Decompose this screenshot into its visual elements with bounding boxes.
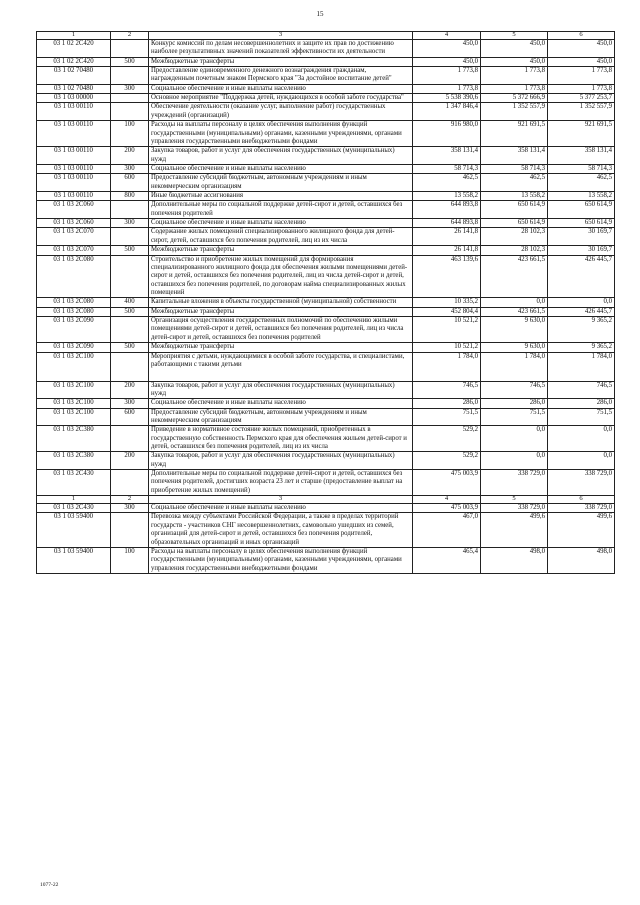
table-row [37, 381, 615, 399]
row-code: 03 1 03 2С380 [37, 452, 111, 470]
column-header: 6 [548, 32, 615, 40]
row-value-2025: 9 365,2 [548, 317, 615, 343]
row-expense-type [111, 470, 149, 496]
row-expense-type: 500 [111, 246, 149, 255]
row-value-2025: 58 714,3 [548, 164, 615, 173]
row-value-2024: 498,0 [481, 547, 548, 573]
row-expense-type: 100 [111, 547, 149, 573]
row-value-2024: 746,5 [481, 381, 548, 399]
row-value-2024: 28 102,3 [481, 246, 548, 255]
row-code: 03 1 03 2С090 [37, 343, 111, 352]
row-code: 03 1 03 00110 [37, 192, 111, 201]
row-name: Иные бюджетные ассигнования [149, 192, 413, 201]
row-value-2023: 916 980,0 [413, 121, 481, 147]
row-code: 03 1 02 2С420 [37, 57, 111, 66]
row-value-2023: 463 139,6 [413, 255, 481, 298]
row-expense-type [111, 513, 149, 547]
row-expense-type: 800 [111, 192, 149, 201]
row-value-2023: 450,0 [413, 57, 481, 66]
table-row [37, 307, 615, 316]
row-value-2023: 529,2 [413, 426, 481, 452]
row-expense-type: 500 [111, 307, 149, 316]
row-code: 03 1 03 2С430 [37, 470, 111, 496]
row-value-2023: 475 003,9 [413, 470, 481, 496]
row-expense-type [111, 103, 149, 121]
table-row [37, 57, 615, 66]
row-value-2024: 58 714,3 [481, 164, 548, 173]
row-code: 03 1 03 2С380 [37, 426, 111, 452]
row-name: Закупка товаров, работ и услуг для обеспечения государственных (муниципальных) нужд [149, 452, 413, 470]
row-name: Строительство и приобретение жилых помещений для формирования специализированного жилищного фонда для обеспечения жилыми помещениями детей-сирот и детей, оставшихся без попечения родителей, лиц из числа детей-сирот и детей, оставшихся без попечения родителей, по договорам найма специализированных жилых помещений [149, 255, 413, 298]
table-row [37, 246, 615, 255]
table-row [37, 39, 615, 57]
row-code: 03 1 03 2С060 [37, 219, 111, 228]
table-row [37, 94, 615, 103]
row-value-2024: 13 558,2 [481, 192, 548, 201]
row-value-2025: 0,0 [548, 426, 615, 452]
page-number: 15 [316, 10, 324, 18]
row-value-2025: 498,0 [548, 547, 615, 573]
row-name: Основное мероприятие "Поддержка детей, нуждающихся в особой заботе государства" [149, 94, 413, 103]
row-name: Обеспечение деятельности (оказание услуг, выполнение работ) государственных учреждений (организаций) [149, 103, 413, 121]
row-name: Социальное обеспечение и иные выплаты населению [149, 504, 413, 513]
row-code: 03 1 03 00110 [37, 121, 111, 147]
row-value-2025: 499,6 [548, 513, 615, 547]
column-header: 1 [37, 496, 111, 504]
row-expense-type: 500 [111, 57, 149, 66]
column-header: 3 [149, 496, 413, 504]
row-value-2023: 452 804,4 [413, 307, 481, 316]
row-value-2023: 10 335,2 [413, 298, 481, 307]
row-expense-type [111, 39, 149, 57]
row-value-2025: 746,5 [548, 381, 615, 399]
row-value-2023: 529,2 [413, 452, 481, 470]
row-name: Содержание жилых помещений специализированного жилищного фонда для детей-сирот, детей, оставшихся без попечения родителей, лиц из их числа [149, 228, 413, 246]
row-value-2023: 1 784,0 [413, 352, 481, 381]
row-value-2024: 650 614,9 [481, 201, 548, 219]
row-value-2023: 462,5 [413, 174, 481, 192]
row-value-2024: 358 131,4 [481, 147, 548, 165]
table-row [37, 67, 615, 85]
column-header: 2 [111, 496, 149, 504]
row-expense-type: 600 [111, 408, 149, 426]
row-value-2023: 1 773,8 [413, 84, 481, 93]
row-name: Предоставление субсидий бюджетным, автономным учреждениям и иным некоммерческим организациям [149, 174, 413, 192]
row-value-2025: 5 377 253,7 [548, 94, 615, 103]
table-row [37, 84, 615, 93]
row-value-2023: 465,4 [413, 547, 481, 573]
row-name: Расходы на выплаты персоналу в целях обеспечения выполнения функций государственными (муниципальными) органами, казенными учреждениями, органами управления государственными внебюджетными фондами [149, 121, 413, 147]
row-value-2025: 426 445,7 [548, 307, 615, 316]
table-row [37, 228, 615, 246]
column-header-row [37, 32, 615, 40]
row-value-2023: 26 141,8 [413, 228, 481, 246]
table-row [37, 513, 615, 547]
row-value-2024: 338 729,0 [481, 504, 548, 513]
row-name: Закупка товаров, работ и услуг для обеспечения государственных (муниципальных) нужд [149, 381, 413, 399]
row-name: Межбюджетные трансферты [149, 343, 413, 352]
row-name: Организация осуществления государственных полномочий по обеспечению жилыми помещениями детей-сирот и детей, оставшихся без попечения родителей, лиц из числа детей-сирот и детей, оставшихся без попечения родителей [149, 317, 413, 343]
row-value-2023: 475 003,9 [413, 504, 481, 513]
row-name: Межбюджетные трансферты [149, 57, 413, 66]
row-expense-type [111, 426, 149, 452]
row-value-2025: 338 729,0 [548, 504, 615, 513]
row-value-2023: 467,0 [413, 513, 481, 547]
table-row [37, 255, 615, 298]
table-row [37, 452, 615, 470]
row-value-2023: 1 347 846,4 [413, 103, 481, 121]
row-expense-type: 500 [111, 343, 149, 352]
row-code: 03 1 02 2С420 [37, 39, 111, 57]
row-value-2025: 358 131,4 [548, 147, 615, 165]
row-value-2024: 1 784,0 [481, 352, 548, 381]
row-name: Предоставление единовременного денежного вознаграждения гражданам, награжденным почетным знаком Пермского края "За достойное воспитание детей" [149, 67, 413, 85]
table-row [37, 426, 615, 452]
row-value-2025: 0,0 [548, 298, 615, 307]
row-code: 03 1 03 00110 [37, 103, 111, 121]
row-value-2024: 9 630,0 [481, 317, 548, 343]
row-name: Дополнительные меры по социальной поддержке детей-сирот и детей, оставшихся без попечения родителей [149, 201, 413, 219]
table-row [37, 201, 615, 219]
table-row [37, 219, 615, 228]
row-value-2025: 450,0 [548, 57, 615, 66]
table-row [37, 174, 615, 192]
row-name: Межбюджетные трансферты [149, 307, 413, 316]
row-code: 03 1 03 2С100 [37, 381, 111, 399]
row-value-2024: 0,0 [481, 452, 548, 470]
row-code: 03 1 03 2С100 [37, 399, 111, 408]
row-expense-type [111, 228, 149, 246]
budget-table-body [37, 32, 615, 574]
row-value-2024: 9 630,0 [481, 343, 548, 352]
row-value-2025: 1 352 557,9 [548, 103, 615, 121]
row-value-2024: 1 352 557,9 [481, 103, 548, 121]
row-value-2024: 286,0 [481, 399, 548, 408]
row-name: Мероприятия с детьми, нуждающимися в особой заботе государства, и специалистами, работающими с такими детьми [149, 352, 413, 381]
row-expense-type [111, 317, 149, 343]
column-header: 6 [548, 496, 615, 504]
row-value-2025: 0,0 [548, 452, 615, 470]
row-code: 03 1 03 59400 [37, 547, 111, 573]
row-code: 03 1 03 2С430 [37, 504, 111, 513]
row-value-2025: 338 729,0 [548, 470, 615, 496]
column-header: 1 [37, 32, 111, 40]
row-expense-type: 200 [111, 147, 149, 165]
row-expense-type [111, 67, 149, 85]
row-name: Конкурс комиссий по делам несовершеннолетних и защите их прав по достижению наиболее результативных значений показателей эффективности их деятельности [149, 39, 413, 57]
row-value-2025: 450,0 [548, 39, 615, 57]
row-value-2023: 5 538 390,6 [413, 94, 481, 103]
row-value-2025: 30 169,7 [548, 246, 615, 255]
row-value-2024: 338 729,0 [481, 470, 548, 496]
row-value-2023: 644 893,8 [413, 201, 481, 219]
row-expense-type: 200 [111, 452, 149, 470]
row-value-2025: 650 614,9 [548, 201, 615, 219]
row-value-2023: 358 131,4 [413, 147, 481, 165]
row-expense-type [111, 94, 149, 103]
table-row [37, 192, 615, 201]
row-value-2024: 1 773,8 [481, 84, 548, 93]
row-value-2023: 286,0 [413, 399, 481, 408]
budget-table [36, 31, 615, 574]
row-name: Межбюджетные трансферты [149, 246, 413, 255]
row-expense-type: 400 [111, 298, 149, 307]
table-row [37, 352, 615, 381]
row-name: Закупка товаров, работ и услуг для обеспечения государственных (муниципальных) нужд [149, 147, 413, 165]
row-value-2025: 1 784,0 [548, 352, 615, 381]
row-name: Расходы на выплаты персоналу в целях обеспечения выполнения функций государственными (муниципальными) органами, казенными учреждениями, органами управления государственными внебюджетными фондами [149, 547, 413, 573]
document-footer-code: 1077-22 [40, 882, 59, 888]
row-value-2024: 423 661,5 [481, 255, 548, 298]
row-code: 03 1 02 70480 [37, 84, 111, 93]
column-header: 4 [413, 496, 481, 504]
row-value-2023: 1 773,8 [413, 67, 481, 85]
row-name: Социальное обеспечение и иные выплаты населению [149, 399, 413, 408]
row-value-2023: 450,0 [413, 39, 481, 57]
table-row [37, 103, 615, 121]
column-header: 5 [481, 32, 548, 40]
row-value-2025: 921 691,5 [548, 121, 615, 147]
table-row [37, 470, 615, 496]
table-row [37, 317, 615, 343]
row-value-2024: 0,0 [481, 426, 548, 452]
column-header: 2 [111, 32, 149, 40]
row-value-2024: 450,0 [481, 39, 548, 57]
row-value-2024: 28 102,3 [481, 228, 548, 246]
row-value-2023: 10 521,2 [413, 343, 481, 352]
row-value-2023: 751,5 [413, 408, 481, 426]
row-value-2025: 9 365,2 [548, 343, 615, 352]
row-name: Социальное обеспечение и иные выплаты населению [149, 219, 413, 228]
column-header: 3 [149, 32, 413, 40]
row-value-2024: 462,5 [481, 174, 548, 192]
row-expense-type: 300 [111, 504, 149, 513]
row-code: 03 1 03 2С080 [37, 307, 111, 316]
row-code: 03 1 03 2С100 [37, 408, 111, 426]
row-value-2023: 58 714,3 [413, 164, 481, 173]
row-value-2023: 10 521,2 [413, 317, 481, 343]
row-value-2024: 650 614,9 [481, 219, 548, 228]
row-expense-type: 600 [111, 174, 149, 192]
table-row [37, 408, 615, 426]
row-value-2024: 1 773,8 [481, 67, 548, 85]
column-header-row-repeat [37, 496, 615, 504]
table-row [37, 399, 615, 408]
row-value-2025: 1 773,8 [548, 67, 615, 85]
row-code: 03 1 03 59400 [37, 513, 111, 547]
row-code: 03 1 03 00110 [37, 147, 111, 165]
column-header: 5 [481, 496, 548, 504]
row-code: 03 1 03 2С070 [37, 228, 111, 246]
row-name: Дополнительные меры по социальной поддержке детей-сирот и детей, оставшихся без попечения родителей, достигших возраста 23 лет и старше (предоставление выплат на приобретение жилых помещений) [149, 470, 413, 496]
row-value-2024: 921 691,5 [481, 121, 548, 147]
row-expense-type: 300 [111, 84, 149, 93]
table-row [37, 298, 615, 307]
row-name: Приведение в нормативное состояние жилых помещений, приобретенных в государственную собственность Пермского края для обеспечения жильем детей-сирот и детей, оставшихся без попечения родителей, лиц из их числа [149, 426, 413, 452]
row-value-2025: 650 614,9 [548, 219, 615, 228]
row-code: 03 1 03 2С080 [37, 298, 111, 307]
row-expense-type: 200 [111, 381, 149, 399]
row-name: Капитальные вложения в объекты государственной (муниципальной) собственности [149, 298, 413, 307]
row-value-2024: 423 661,5 [481, 307, 548, 316]
table-row [37, 121, 615, 147]
row-code: 03 1 03 2С060 [37, 201, 111, 219]
row-value-2025: 13 558,2 [548, 192, 615, 201]
row-name: Предоставление субсидий бюджетным, автономным учреждениям и иным некоммерческим организациям [149, 408, 413, 426]
row-code: 03 1 03 2С100 [37, 352, 111, 381]
row-code: 03 1 03 00110 [37, 164, 111, 173]
row-value-2024: 450,0 [481, 57, 548, 66]
row-value-2025: 462,5 [548, 174, 615, 192]
row-code: 03 1 03 2С070 [37, 246, 111, 255]
table-row [37, 504, 615, 513]
row-value-2024: 499,6 [481, 513, 548, 547]
row-expense-type: 300 [111, 219, 149, 228]
row-expense-type: 300 [111, 164, 149, 173]
row-value-2024: 0,0 [481, 298, 548, 307]
row-expense-type [111, 352, 149, 381]
column-header: 4 [413, 32, 481, 40]
row-value-2023: 26 141,8 [413, 246, 481, 255]
row-value-2023: 644 893,8 [413, 219, 481, 228]
row-code: 03 1 03 00110 [37, 174, 111, 192]
row-expense-type: 100 [111, 121, 149, 147]
row-value-2025: 286,0 [548, 399, 615, 408]
row-expense-type [111, 201, 149, 219]
row-value-2023: 13 558,2 [413, 192, 481, 201]
row-name: Перевозка между субъектами Российской Федерации, а также в пределах территорий государств - участников СНГ несовершеннолетних, самовольно ушедших из семей, организаций для детей-сирот и детей, оставшихся без попечения родителей, образовательных организаций и иных организаций [149, 513, 413, 547]
row-expense-type [111, 255, 149, 298]
row-code: 03 1 02 70480 [37, 67, 111, 85]
row-value-2025: 1 773,8 [548, 84, 615, 93]
table-row [37, 147, 615, 165]
row-code: 03 1 03 00000 [37, 94, 111, 103]
row-code: 03 1 03 2С090 [37, 317, 111, 343]
row-value-2024: 5 372 666,9 [481, 94, 548, 103]
row-code: 03 1 03 2С080 [37, 255, 111, 298]
row-value-2025: 751,5 [548, 408, 615, 426]
table-row [37, 164, 615, 173]
row-value-2025: 426 445,7 [548, 255, 615, 298]
row-value-2023: 746,5 [413, 381, 481, 399]
table-row [37, 547, 615, 573]
row-value-2024: 751,5 [481, 408, 548, 426]
table-row [37, 343, 615, 352]
row-expense-type: 300 [111, 399, 149, 408]
row-name: Социальное обеспечение и иные выплаты населению [149, 84, 413, 93]
row-name: Социальное обеспечение и иные выплаты населению [149, 164, 413, 173]
row-value-2025: 30 169,7 [548, 228, 615, 246]
